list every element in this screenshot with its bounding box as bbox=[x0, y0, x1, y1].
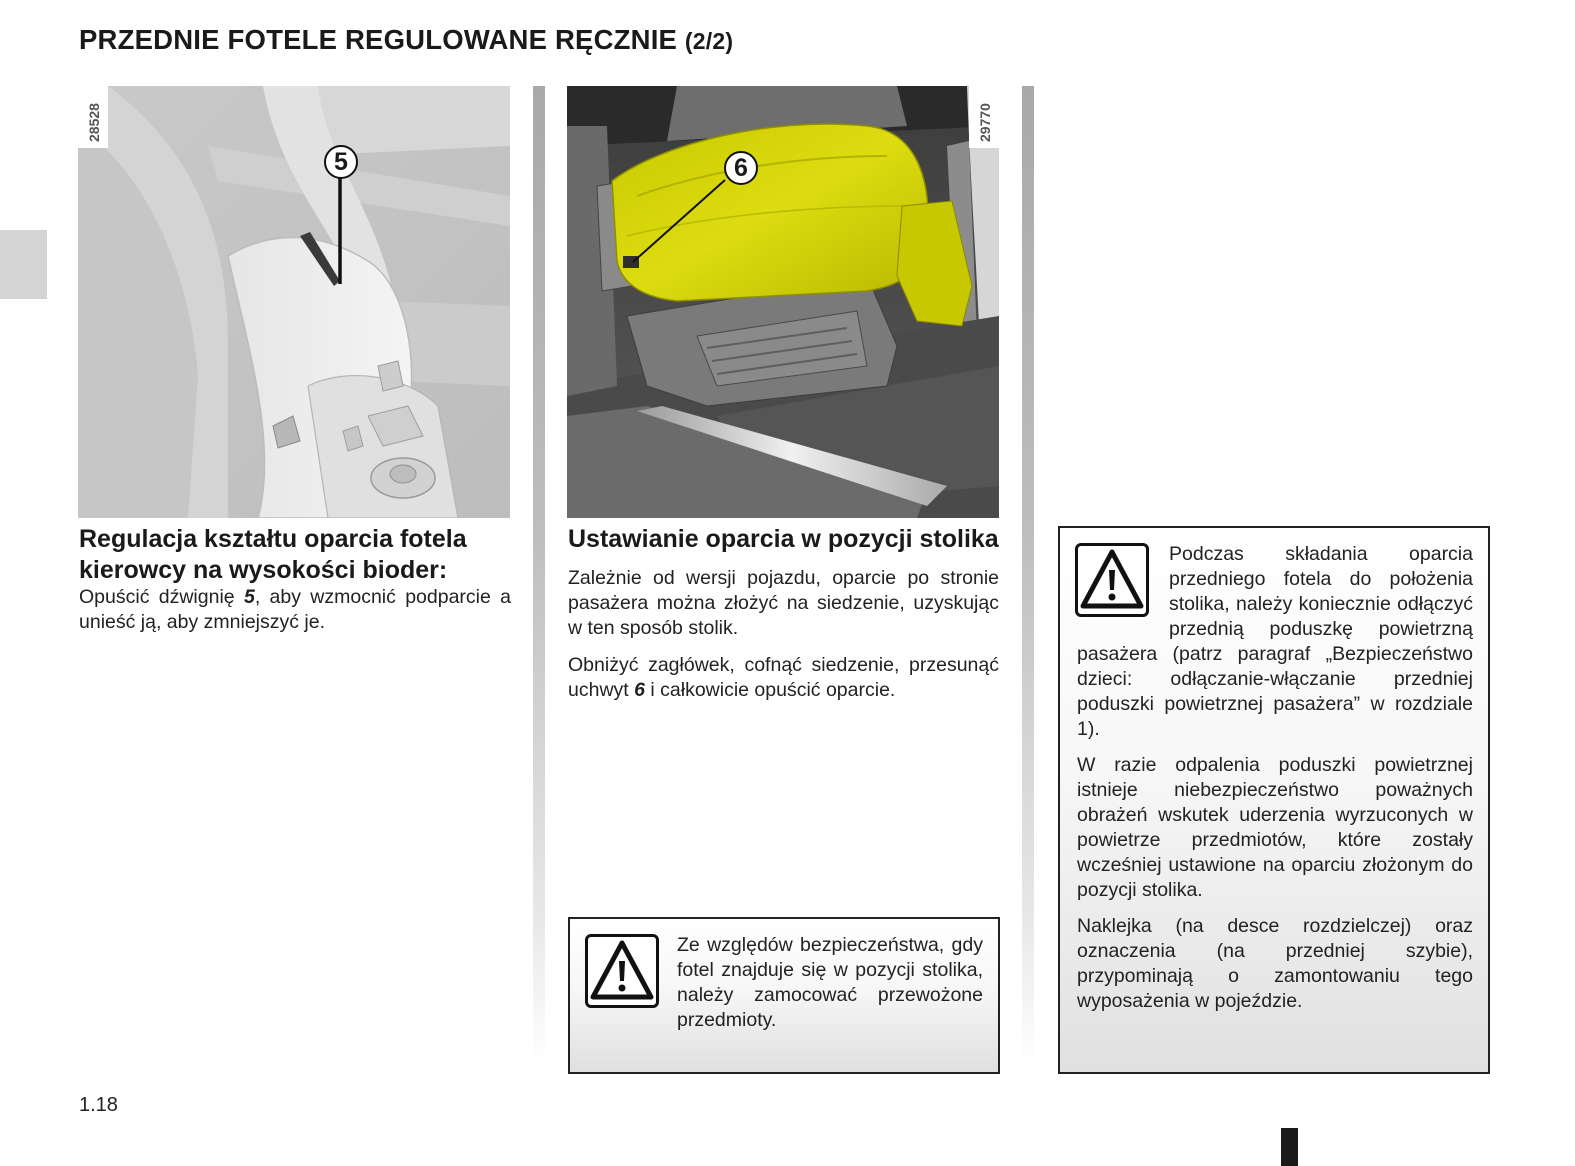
warning-paragraph: W razie odpalenia poduszki powietrznej istnieje niebezpieczeństwo poważnych obrażeń wskutek uderzenia wyrzuconych w powietrze przedmiotów, które zostały wcześniej ustawione na oparciu złożonym do pozycji stolika. bbox=[1077, 754, 1473, 901]
text-run: i całkowicie opuścić oparcie. bbox=[644, 679, 896, 701]
page-title-part: (2/2) bbox=[684, 28, 734, 54]
callout-6: 6 bbox=[724, 151, 758, 185]
page-title-main: PRZEDNIE FOTELE REGULOWANE RĘCZNIE bbox=[79, 24, 678, 55]
warning-text: Ze względów bezpieczeństwa, gdy fotel znajduje się w pozycji stolika, należy zamocować przewożone przedmioty. bbox=[677, 934, 983, 1031]
text-run: Obniżyć zagłówek, cofnąć siedzenie, przesunąć uchwyt bbox=[568, 654, 999, 701]
figure-lumbar-lever-drawing bbox=[78, 86, 510, 518]
column-separator bbox=[1022, 86, 1034, 1066]
warning-box-objects bbox=[568, 917, 1000, 1074]
section-paragraph bbox=[568, 653, 999, 703]
section-table-position bbox=[568, 524, 999, 703]
figure-table-position bbox=[567, 86, 999, 518]
warning-paragraph: Podczas składania oparcia przedniego fotela do położenia stolika, należy koniecznie odłączyć przednią poduszkę powietrzną pasażera (patrz paragraf „Bezpieczeństwo dzieci: odłączanie-włączanie przedniej poduszki powietrznej pasażera” w rozdziale 1). bbox=[1077, 543, 1473, 740]
text-run: Opuścić dźwignię bbox=[79, 586, 244, 608]
icon-spacer bbox=[1077, 542, 1169, 642]
reference-number: 6 bbox=[634, 679, 645, 701]
callout-5: 5 bbox=[324, 145, 358, 179]
section-paragraph: Zależnie od wersji pojazdu, oparcie po stronie pasażera można złożyć na siedzenie, uzyskując w ten sposób stolik. bbox=[568, 567, 999, 639]
page-title bbox=[79, 24, 733, 56]
page-number: 1.18 bbox=[79, 1094, 118, 1116]
section-lumbar bbox=[79, 524, 511, 635]
section-heading: Regulacja kształtu oparcia fotela kierowcy na wysokości bioder: bbox=[79, 525, 467, 584]
section-paragraph bbox=[79, 585, 511, 635]
column-separator bbox=[533, 86, 545, 1066]
figure-table-position-drawing bbox=[567, 86, 999, 518]
text-run: , aby wzmocnić podparcie a unieść ją, aby zmniejszyć je. bbox=[79, 586, 512, 633]
figure-lumbar-lever bbox=[78, 86, 510, 518]
reference-number: 5 bbox=[243, 586, 255, 608]
warning-paragraph: Naklejka (na desce rozdzielczej) oraz oznaczenia (na przedniej szybie), przypominają o zamontowaniu tego wyposażenia w pojeździe. bbox=[1077, 915, 1473, 1012]
section-heading: Ustawianie oparcia w pozycji stolika bbox=[568, 525, 999, 553]
figure-code: 28528 bbox=[86, 103, 102, 142]
figure-code: 29770 bbox=[977, 103, 993, 142]
page-edge-marker bbox=[1281, 1128, 1298, 1166]
warning-box-airbag bbox=[1058, 526, 1490, 1074]
warning-triangle-icon bbox=[585, 934, 659, 1008]
warning-content bbox=[1077, 542, 1473, 1014]
chapter-tab bbox=[0, 230, 47, 299]
